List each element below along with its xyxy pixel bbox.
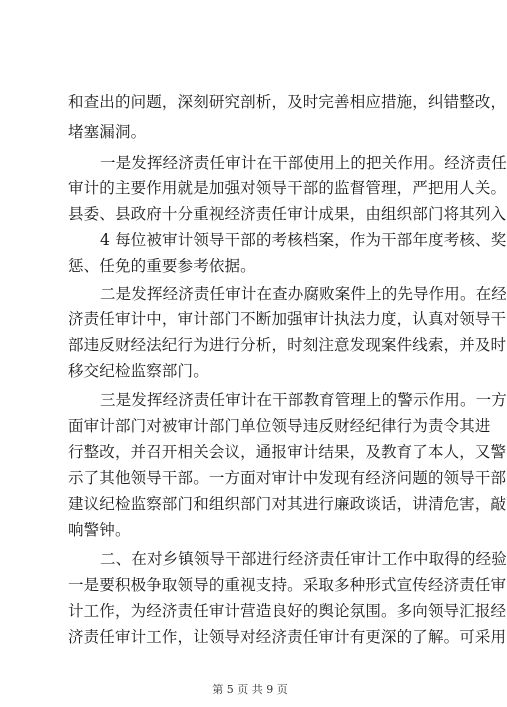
paragraph-line: 济责任审计工作，让领导对经济责任审计有更深的了解。可采用: [68, 628, 507, 646]
paragraph-line: 济责任审计中，审计部门不断加强审计执法力度，认真对领导干: [68, 310, 507, 328]
paragraph-line: 二是发挥经济责任审计在查办腐败案件上的先导作用。在经: [100, 285, 507, 303]
paragraph-line: 和查出的问题，深刻研究剖析，及时完善相应措施，纠错整改，: [68, 93, 507, 111]
paragraph-line: 计工作，为经济责任审计营造良好的舆论氛围。多向领导汇报经: [68, 602, 507, 620]
paragraph-line: 4 每位被审计领导干部的考核档案，作为干部年度考核、奖: [100, 231, 507, 249]
paragraph-line: 部违反财经法纪行为进行分析，时刻注意发现案件线索，并及时: [68, 336, 507, 354]
paragraph-line: 移交纪检监察部门。: [68, 362, 209, 380]
page-footer: 第 5 页 共 9 页: [212, 683, 288, 696]
paragraph-line: 一是要积极争取领导的重视支持。采取多种形式宣传经济责任审: [68, 576, 507, 594]
paragraph-line: 响警钟。: [68, 521, 131, 539]
paragraph-line: 示了其他领导干部。一方面对审计中发现有经济问题的领导干部: [68, 469, 507, 487]
paragraph-line: 面审计部门对被审计部门单位领导违反财经纪律行为责令其进: [68, 417, 491, 435]
paragraph-line: 三是发挥经济责任审计在干部教育管理上的警示作用。一方: [100, 391, 507, 409]
paragraph-line: 审计的主要作用就是加强对领导干部的监督管理，严把用人关。: [68, 179, 507, 197]
paragraph-line: 惩、任免的重要参考依据。: [68, 257, 256, 275]
paragraph-line: 建议纪检监察部门和组织部门对其进行廉政谈话，讲清危害，敲: [68, 495, 507, 513]
paragraph-line: 县委、县政府十分重视经济责任审计成果，由组织部门将其列入: [68, 205, 507, 223]
paragraph-line: 行整改，并召开相关会议，通报审计结果，及教育了本人，又警: [68, 443, 507, 461]
paragraph-line: 一是发挥经济责任审计在干部使用上的把关作用。经济责任: [100, 154, 507, 172]
paragraph-line: 堵塞漏洞。: [68, 123, 147, 141]
section-heading-line: 二、在对乡镇领导干部进行经济责任审计工作中取得的经验: [100, 550, 507, 568]
